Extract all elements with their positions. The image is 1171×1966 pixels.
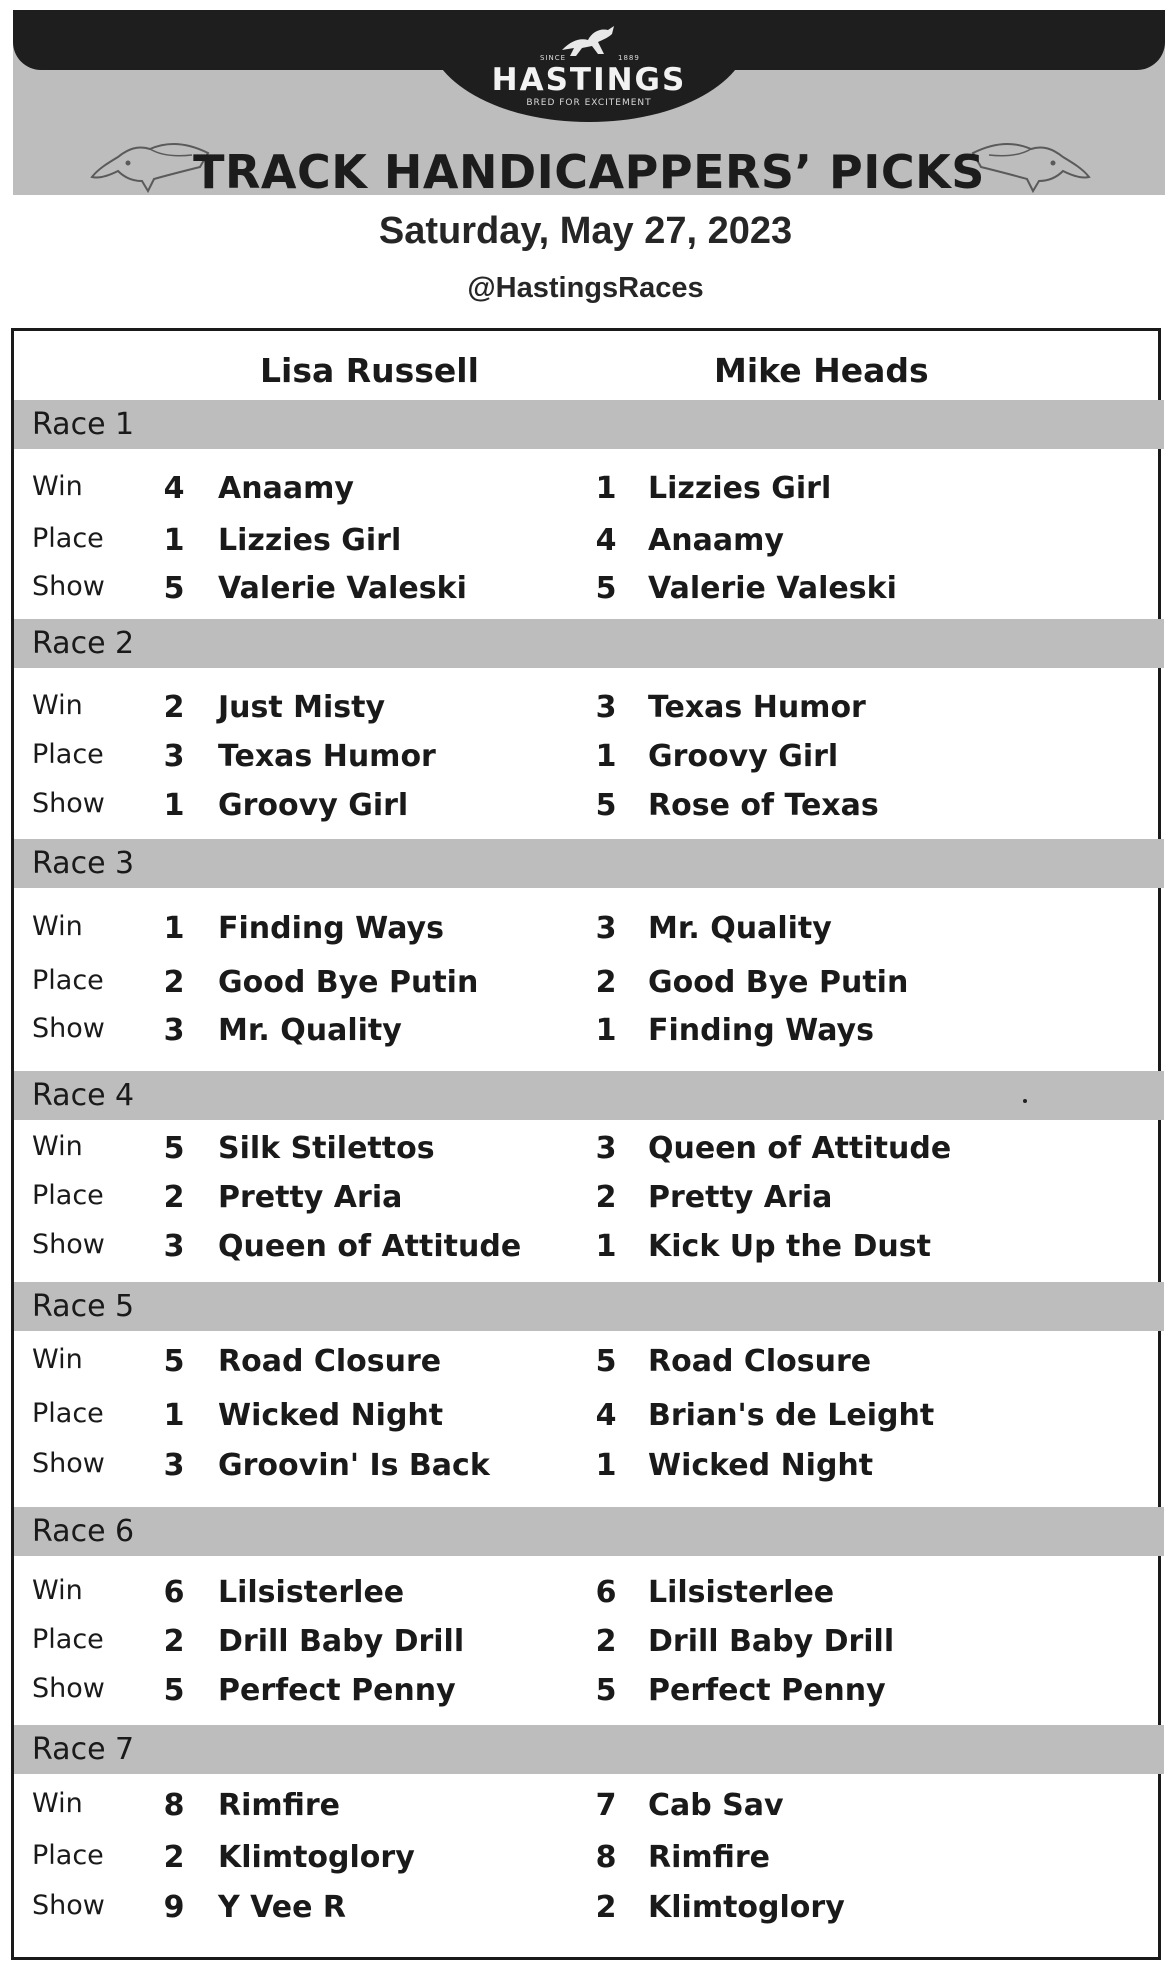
hastings-logo xyxy=(428,10,750,122)
logo-name: HASTINGS xyxy=(491,62,687,98)
handicapper-name-right: Mike Heads xyxy=(714,351,929,390)
right-horse-name: Road Closure xyxy=(648,1344,872,1379)
right-horse-name: Lizzies Girl xyxy=(648,471,832,506)
left-program-number: 1 xyxy=(163,523,185,558)
finish-position: Place xyxy=(32,739,104,770)
right-horse-name: Klimtoglory xyxy=(648,1890,845,1925)
finish-position: Win xyxy=(32,1344,83,1375)
page-title: TRACK HANDICAPPERS’ PICKS xyxy=(193,145,985,199)
right-program-number: 7 xyxy=(595,1788,617,1823)
right-program-number: 1 xyxy=(595,1448,617,1483)
left-program-number: 5 xyxy=(163,1344,185,1379)
left-program-number: 1 xyxy=(163,1398,185,1433)
left-horse-name: Valerie Valeski xyxy=(218,571,467,606)
stray-dot xyxy=(1023,1099,1027,1103)
left-program-number: 9 xyxy=(163,1890,185,1925)
left-program-number: 2 xyxy=(163,1840,185,1875)
left-horse-name: Just Misty xyxy=(218,690,386,725)
finish-position: Show xyxy=(32,1890,105,1921)
social-handle: @HastingsRaces xyxy=(467,272,704,304)
left-program-number: 3 xyxy=(163,739,185,774)
pick-row xyxy=(14,1344,1164,1393)
right-program-number: 1 xyxy=(595,1229,617,1264)
left-horse-name: Finding Ways xyxy=(218,911,444,946)
right-horse-name: Valerie Valeski xyxy=(648,571,897,606)
left-horse-name: Lizzies Girl xyxy=(218,523,402,558)
right-program-number: 8 xyxy=(595,1840,617,1875)
right-horse-name: Groovy Girl xyxy=(648,739,839,774)
finish-position: Win xyxy=(32,1788,83,1819)
right-program-number: 2 xyxy=(595,1890,617,1925)
pick-row xyxy=(14,1398,1164,1447)
right-horse-name: Good Bye Putin xyxy=(648,965,909,1000)
right-horse-name: Rose of Texas xyxy=(648,788,879,823)
left-horse-name: Klimtoglory xyxy=(218,1840,415,1875)
right-horse-name: Rimfire xyxy=(648,1840,771,1875)
right-horse-name: Anaamy xyxy=(648,523,784,558)
left-program-number: 8 xyxy=(163,1788,185,1823)
right-horse-name: Drill Baby Drill xyxy=(648,1624,895,1659)
pick-row xyxy=(14,1840,1164,1889)
finish-position: Place xyxy=(32,1624,104,1655)
left-horse-name: Mr. Quality xyxy=(218,1013,402,1048)
left-horse-name: Lilsisterlee xyxy=(218,1575,405,1610)
finish-position: Place xyxy=(32,1840,104,1871)
handicapper-name-left: Lisa Russell xyxy=(260,351,479,390)
race-label: Race 7 xyxy=(32,1732,135,1767)
right-program-number: 3 xyxy=(595,690,617,725)
right-horse-name: Texas Humor xyxy=(648,690,866,725)
left-horse-name: Texas Humor xyxy=(218,739,436,774)
pick-row xyxy=(14,788,1164,837)
pick-row xyxy=(14,1890,1164,1939)
pick-row xyxy=(14,1788,1164,1837)
race-header-bar xyxy=(14,1071,1164,1120)
finish-position: Show xyxy=(32,1229,105,1260)
right-program-number: 5 xyxy=(595,788,617,823)
left-program-number: 3 xyxy=(163,1013,185,1048)
left-program-number: 2 xyxy=(163,690,185,725)
right-program-number: 3 xyxy=(595,1131,617,1166)
finish-position: Show xyxy=(32,1013,105,1044)
pick-row xyxy=(14,1575,1164,1624)
pick-row xyxy=(14,739,1164,788)
pick-row xyxy=(14,1673,1164,1722)
running-horse-icon xyxy=(558,20,618,60)
left-horse-name: Pretty Aria xyxy=(218,1180,403,1215)
right-program-number: 2 xyxy=(595,965,617,1000)
logo-since: SINCE xyxy=(540,54,567,62)
left-horse-name: Perfect Penny xyxy=(218,1673,456,1708)
finish-position: Show xyxy=(32,1448,105,1479)
right-program-number: 5 xyxy=(595,571,617,606)
right-horse-name: Wicked Night xyxy=(648,1448,874,1483)
finish-position: Show xyxy=(32,1673,105,1704)
race-label: Race 6 xyxy=(32,1514,135,1549)
finish-position: Win xyxy=(32,690,83,721)
pick-row xyxy=(14,471,1164,520)
right-horse-name: Finding Ways xyxy=(648,1013,874,1048)
finish-position: Place xyxy=(32,1398,104,1429)
race-header-bar xyxy=(14,1507,1164,1556)
race-label: Race 4 xyxy=(32,1078,135,1113)
race-header-bar xyxy=(14,1725,1164,1774)
logo-year: 1889 xyxy=(618,54,640,62)
left-program-number: 2 xyxy=(163,1180,185,1215)
left-horse-name: Drill Baby Drill xyxy=(218,1624,465,1659)
left-horse-name: Anaamy xyxy=(218,471,354,506)
left-horse-name: Wicked Night xyxy=(218,1398,444,1433)
race-label: Race 5 xyxy=(32,1289,135,1324)
right-horse-name: Mr. Quality xyxy=(648,911,832,946)
right-horse-name: Lilsisterlee xyxy=(648,1575,835,1610)
left-program-number: 3 xyxy=(163,1448,185,1483)
right-program-number: 2 xyxy=(595,1624,617,1659)
race-label: Race 2 xyxy=(32,626,135,661)
left-horse-name: Road Closure xyxy=(218,1344,442,1379)
pick-row xyxy=(14,965,1164,1014)
left-program-number: 1 xyxy=(163,788,185,823)
race-label: Race 3 xyxy=(32,846,135,881)
right-horse-name: Brian's de Leight xyxy=(648,1398,935,1433)
pick-row xyxy=(14,1013,1164,1062)
finish-position: Win xyxy=(32,1131,83,1162)
pick-row xyxy=(14,1229,1164,1278)
finish-position: Win xyxy=(32,1575,83,1606)
left-program-number: 3 xyxy=(163,1229,185,1264)
right-program-number: 5 xyxy=(595,1673,617,1708)
left-horse-name: Y Vee R xyxy=(218,1890,346,1925)
race-header-bar xyxy=(14,619,1164,668)
pick-row xyxy=(14,523,1164,572)
right-program-number: 2 xyxy=(595,1180,617,1215)
left-horse-name: Queen of Attitude xyxy=(218,1229,522,1264)
finish-position: Win xyxy=(32,911,83,942)
left-program-number: 2 xyxy=(163,965,185,1000)
race-header-bar xyxy=(14,400,1164,449)
right-program-number: 4 xyxy=(595,1398,617,1433)
right-horse-name: Queen of Attitude xyxy=(648,1131,952,1166)
left-program-number: 4 xyxy=(163,471,185,506)
right-program-number: 1 xyxy=(595,1013,617,1048)
race-header-bar xyxy=(14,1282,1164,1331)
pick-row xyxy=(14,1448,1164,1497)
pick-row xyxy=(14,1180,1164,1229)
pick-row xyxy=(14,571,1164,620)
right-program-number: 1 xyxy=(595,739,617,774)
finish-position: Show xyxy=(32,571,105,602)
race-header-bar xyxy=(14,839,1164,888)
pick-row xyxy=(14,1131,1164,1180)
header-banner xyxy=(13,10,1165,199)
race-label: Race 1 xyxy=(32,407,135,442)
finish-position: Place xyxy=(32,523,104,554)
finish-position: Place xyxy=(32,1180,104,1211)
right-program-number: 6 xyxy=(595,1575,617,1610)
right-horse-name: Kick Up the Dust xyxy=(648,1229,931,1264)
left-program-number: 2 xyxy=(163,1624,185,1659)
finish-position: Place xyxy=(32,965,104,996)
left-program-number: 6 xyxy=(163,1575,185,1610)
left-program-number: 1 xyxy=(163,911,185,946)
picks-table xyxy=(11,328,1161,1960)
finish-position: Show xyxy=(32,788,105,819)
right-program-number: 4 xyxy=(595,523,617,558)
pick-row xyxy=(14,690,1164,739)
logo-tagline: BRED FOR EXCITEMENT xyxy=(526,98,652,108)
right-program-number: 1 xyxy=(595,471,617,506)
left-horse-name: Groovin' Is Back xyxy=(218,1448,490,1483)
left-horse-name: Groovy Girl xyxy=(218,788,409,823)
right-horse-name: Cab Sav xyxy=(648,1788,784,1823)
left-horse-name: Good Bye Putin xyxy=(218,965,479,1000)
left-horse-name: Rimfire xyxy=(218,1788,341,1823)
pick-row xyxy=(14,911,1164,960)
left-program-number: 5 xyxy=(163,1131,185,1166)
right-horse-name: Perfect Penny xyxy=(648,1673,886,1708)
right-horse-name: Pretty Aria xyxy=(648,1180,833,1215)
right-program-number: 5 xyxy=(595,1344,617,1379)
race-date: Saturday, May 27, 2023 xyxy=(378,210,793,252)
pick-row xyxy=(14,1624,1164,1673)
finish-position: Win xyxy=(32,471,83,502)
left-horse-name: Silk Stilettos xyxy=(218,1131,435,1166)
left-program-number: 5 xyxy=(163,571,185,606)
left-program-number: 5 xyxy=(163,1673,185,1708)
right-program-number: 3 xyxy=(595,911,617,946)
